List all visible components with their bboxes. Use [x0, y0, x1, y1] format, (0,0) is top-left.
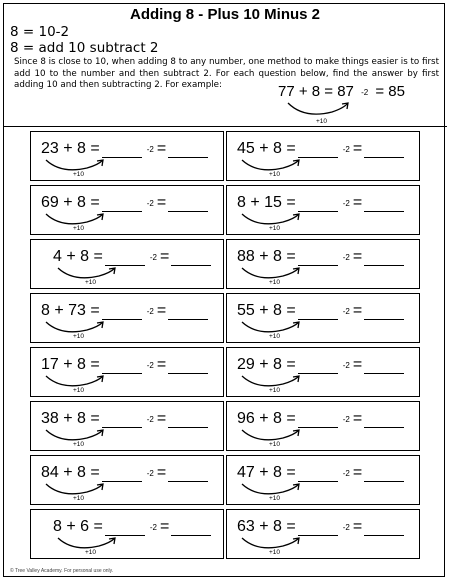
problem-cell — [226, 293, 420, 343]
equals-sign: = — [352, 518, 363, 535]
answer-blank-sum[interactable] — [102, 357, 142, 374]
minus-two-label: -2 — [146, 144, 154, 154]
minus-two-label: -2 — [146, 306, 154, 316]
problem-equation — [41, 302, 208, 320]
answer-blank-final[interactable] — [364, 303, 404, 320]
worked-example — [278, 83, 438, 129]
problem-cell — [30, 455, 224, 505]
answer-blank-final[interactable] — [168, 303, 208, 320]
add-ten-label: +10 — [73, 333, 85, 340]
problem-equation — [41, 140, 208, 158]
copyright-footer: © Tree Valley Academy. For personal use only. — [10, 568, 114, 574]
problem-equation — [237, 194, 404, 212]
equals-sign: = — [156, 140, 167, 157]
answer-blank-sum[interactable] — [102, 195, 142, 212]
minus-two-label: -2 — [146, 414, 154, 424]
answer-blank-sum[interactable] — [298, 303, 338, 320]
example-equation — [278, 83, 405, 100]
problem-equation — [41, 464, 208, 482]
equals-sign: = — [352, 464, 363, 481]
minus-two-label: -2 — [342, 414, 350, 424]
problem-cell — [226, 455, 420, 505]
answer-blank-sum[interactable] — [298, 195, 338, 212]
minus-two-label: -2 — [149, 252, 157, 262]
answer-blank-final[interactable] — [364, 249, 404, 266]
equation-text: 69 + 8 = — [41, 194, 100, 211]
add-ten-label: +10 — [269, 333, 281, 340]
equation-text: 4 + 8 = — [53, 248, 103, 265]
equation-text: 8 + 15 = — [237, 194, 296, 211]
equation-text: 63 + 8 = — [237, 518, 296, 535]
equation-text: 8 + 73 = — [41, 302, 100, 319]
equals-sign: = — [159, 248, 170, 265]
minus-two-label: -2 — [342, 306, 350, 316]
equals-sign: = — [156, 302, 167, 319]
equation-text: 88 + 8 = — [237, 248, 296, 265]
equation-text: 38 + 8 = — [41, 410, 100, 427]
add-ten-label: +10 — [73, 441, 85, 448]
add-ten-label: +10 — [73, 225, 85, 232]
equation-text: 8 + 6 = — [53, 518, 103, 535]
problem-equation — [237, 518, 404, 536]
answer-blank-sum[interactable] — [298, 519, 338, 536]
instructions: Since 8 is close to 10, when adding 8 to any number, one method to make things easier is to first add 10 to the number and then subtract 2. For each question below, find the answer by first adding 10 and then subtracting 2. For example: — [14, 57, 439, 90]
answer-blank-final[interactable] — [364, 141, 404, 158]
problem-cell — [30, 239, 224, 289]
equals-sign: = — [156, 464, 167, 481]
problem-cell — [226, 131, 420, 181]
answer-blank-sum[interactable] — [298, 249, 338, 266]
add-ten-label: +10 — [269, 279, 281, 286]
add-ten-label: +10 — [85, 279, 97, 286]
answer-blank-final[interactable] — [168, 357, 208, 374]
answer-blank-sum[interactable] — [102, 303, 142, 320]
answer-blank-final[interactable] — [364, 357, 404, 374]
problem-equation — [53, 518, 211, 536]
answer-blank-sum[interactable] — [102, 411, 142, 428]
minus-two-label: -2 — [342, 144, 350, 154]
equation-text: 55 + 8 = — [237, 302, 296, 319]
problem-cell — [226, 401, 420, 451]
example-result: = 85 — [375, 83, 405, 100]
add-ten-label: +10 — [269, 387, 281, 394]
equals-sign: = — [352, 248, 363, 265]
equals-sign: = — [156, 194, 167, 211]
add-ten-label: +10 — [73, 171, 85, 178]
add-ten-label: +10 — [269, 171, 281, 178]
add-ten-label: +10 — [73, 387, 85, 394]
minus-two-label: -2 — [146, 198, 154, 208]
minus-two-label: -2 — [342, 522, 350, 532]
minus-two-label: -2 — [342, 252, 350, 262]
problem-cell — [30, 347, 224, 397]
equals-sign: = — [352, 302, 363, 319]
answer-blank-final[interactable] — [364, 411, 404, 428]
problem-equation — [237, 302, 404, 320]
minus-two-label: -2 — [342, 468, 350, 478]
equals-sign: = — [156, 356, 167, 373]
answer-blank-final[interactable] — [364, 465, 404, 482]
problem-cell — [226, 347, 420, 397]
example-minus-label: -2 — [361, 87, 369, 97]
problem-cell — [30, 509, 224, 559]
equals-sign: = — [352, 356, 363, 373]
answer-blank-final[interactable] — [364, 519, 404, 536]
answer-blank-sum[interactable] — [105, 519, 145, 536]
minus-two-label: -2 — [342, 360, 350, 370]
section-divider — [3, 126, 447, 127]
problem-equation — [41, 356, 208, 374]
problem-equation — [237, 410, 404, 428]
answer-blank-final[interactable] — [171, 249, 211, 266]
answer-blank-final[interactable] — [364, 195, 404, 212]
equation-text: 23 + 8 = — [41, 140, 100, 157]
problem-equation — [53, 248, 211, 266]
add-ten-label: +10 — [73, 495, 85, 502]
equation-text: 17 + 8 = — [41, 356, 100, 373]
add-ten-label: +10 — [269, 549, 281, 556]
rule-line-2: 8 = add 10 subtract 2 — [10, 40, 159, 56]
add-ten-label: +10 — [269, 441, 281, 448]
example-arc-label: +10 — [316, 118, 328, 125]
answer-blank-sum[interactable] — [105, 249, 145, 266]
problem-cell — [30, 293, 224, 343]
equation-text: 84 + 8 = — [41, 464, 100, 481]
rule-line-1: 8 = 10-2 — [10, 24, 70, 40]
answer-blank-final[interactable] — [171, 519, 211, 536]
problem-equation — [41, 194, 208, 212]
minus-two-label: -2 — [149, 522, 157, 532]
minus-two-label: -2 — [342, 198, 350, 208]
answer-blank-sum[interactable] — [102, 141, 142, 158]
equals-sign: = — [159, 518, 170, 535]
answer-blank-sum[interactable] — [298, 465, 338, 482]
problem-cell — [226, 509, 420, 559]
answer-blank-sum[interactable] — [298, 357, 338, 374]
problem-cell — [30, 131, 224, 181]
equation-text: 45 + 8 = — [237, 140, 296, 157]
equals-sign: = — [352, 140, 363, 157]
equals-sign: = — [352, 410, 363, 427]
minus-two-label: -2 — [146, 468, 154, 478]
answer-blank-final[interactable] — [168, 465, 208, 482]
worksheet-title: Adding 8 - Plus 10 Minus 2 — [129, 6, 321, 23]
equation-text: 29 + 8 = — [237, 356, 296, 373]
problem-cell — [226, 185, 420, 235]
equals-sign: = — [156, 410, 167, 427]
problem-equation — [41, 410, 208, 428]
example-left: 77 + 8 = 87 — [278, 83, 354, 100]
minus-two-label: -2 — [146, 360, 154, 370]
add-ten-label: +10 — [269, 225, 281, 232]
problem-cell — [30, 401, 224, 451]
answer-blank-sum[interactable] — [298, 411, 338, 428]
add-ten-label: +10 — [85, 549, 97, 556]
answer-blank-final[interactable] — [168, 411, 208, 428]
problem-equation — [237, 356, 404, 374]
problem-equation — [237, 248, 404, 266]
equals-sign: = — [352, 194, 363, 211]
equation-text: 96 + 8 = — [237, 410, 296, 427]
add-ten-label: +10 — [269, 495, 281, 502]
problem-equation — [237, 464, 404, 482]
answer-blank-sum[interactable] — [298, 141, 338, 158]
answer-blank-final[interactable] — [168, 195, 208, 212]
problem-cell — [226, 239, 420, 289]
problem-cell — [30, 185, 224, 235]
equation-text: 47 + 8 = — [237, 464, 296, 481]
answer-blank-final[interactable] — [168, 141, 208, 158]
problem-equation — [237, 140, 404, 158]
answer-blank-sum[interactable] — [102, 465, 142, 482]
